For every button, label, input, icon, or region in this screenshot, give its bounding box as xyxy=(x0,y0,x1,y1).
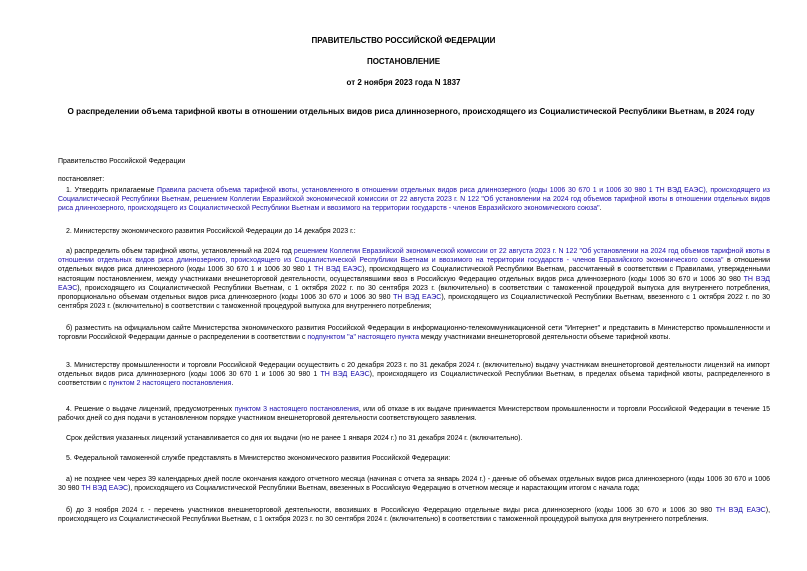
paragraph-2a-text-c: ), происходящего из Социалистической Республики Вьетнам, рассчитанный в соответствии с Правилами, утвержденными настоящим постановлением, между участниками внешнеторговой деятельности, осуществлявшими ввоз в Российскую Федерацию отдельных видов риса длиннозерного (коды 1006 30 670 и 1006 30 980 xyxy=(58,266,771,283)
paragraph-3-text-c: . xyxy=(231,380,234,388)
paragraph-3-text-b: ), происходящего из Социалистической Республики Вьетнам, в пределах объема тарифной квоты, распределенного в соответствии с xyxy=(58,371,771,388)
paragraph-2a-text-a: а) распределить объем тарифной квоты, установленный на 2024 год xyxy=(66,248,294,255)
paragraph-4-validity: Срок действия указанных лицензий устанавливается со дня их выдачи (но не ранее 1 января 2024 г.) по 31 декабря 2024 г. (включительно). xyxy=(66,435,523,442)
paragraph-2a-text-b: в отношении отдельных видов риса длиннозерного (коды 1006 30 670 1 и 1006 30 980 1 xyxy=(58,257,770,274)
document-title: О распределении объема тарифной квоты в отношении отдельных видов риса длиннозерного, происходящего из Социалистической Республики Вьетнам, в 2024 году xyxy=(67,107,755,116)
document-type: ПОСТАНОВЛЕНИЕ xyxy=(366,57,441,66)
paragraph-5b xyxy=(58,506,770,524)
paragraph-3 xyxy=(58,361,770,389)
paragraph-2a-text-d: ), происходящего из Социалистической Республики Вьетнам, с 1 октября 2022 г. по 30 сентября 2023 г. (включительно) в соответствии с таможенной процедурой выпуска для внутреннего потребления, пропорционально объемам отдельных видов риса длиннозерного (коды 1006 30 670 и 1006 30 980 xyxy=(58,284,770,302)
paragraph-4-text-b: , или об отказе в их выдаче принимается Министерством промышленности и торговли Российской Федерации в течение 15 рабочих дней со дня подачи в установленном порядке участником внешнеторговой деятельности соответствующего заявления. xyxy=(58,406,770,423)
paragraph-1-text-b: . xyxy=(599,205,602,213)
point-2-link[interactable]: пунктом 2 настоящего постановления xyxy=(108,380,232,388)
paragraph-2b xyxy=(58,324,770,342)
paragraph-5a-text-a: а) не позднее чем через 39 календарных дней после окончания каждого отчетного месяца (начиная с отчета за январь 2024 г.) - данные об объемах отдельных видов риса длиннозерного (коды 1006 30 670 и 1006 30 980 xyxy=(58,476,770,493)
paragraph-2: 2. Министерству экономического развития Российской Федерации до 14 декабря 2023 г.: xyxy=(66,228,356,235)
tn-ved-link[interactable]: ТН ВЭД ЕАЭС xyxy=(313,266,363,274)
document-date-number: от 2 ноября 2023 года N 1837 xyxy=(346,78,461,87)
paragraph-3-text-a: 3. Министерству промышленности и торговли Российской Федерации осуществить с 20 декабря 2023 г. по 31 декабря 2024 г. (включительно) выдачу участникам внешнеторговой деятельности лицензий на импорт отдельных видов риса длиннозерного (коды 1006 30 670 1 и 1006 30 980 1 xyxy=(58,362,770,379)
government-heading: ПРАВИТЕЛЬСТВО РОССИЙСКОЙ ФЕДЕРАЦИИ xyxy=(311,36,496,45)
paragraph-5a xyxy=(58,475,770,493)
paragraph-1-text-a: 1. Утвердить прилагаемые xyxy=(66,187,158,194)
paragraph-5b-text-a: б) до 3 ноября 2024 г. - перечень участников внешнеторговой деятельности, ввозивших в Российскую Федерацию отдельные виды риса длиннозерного (коды 1006 30 670 и 1006 30 980 xyxy=(66,507,716,514)
tn-ved-link[interactable]: ТН ВЭД ЕАЭС xyxy=(81,485,129,493)
paragraph-1 xyxy=(58,186,770,214)
paragraph-4 xyxy=(58,405,770,423)
paragraph-5: 5. Федеральной таможенной службе представлять в Министерство экономического развития Российской Федерации: xyxy=(66,455,451,462)
paragraph-5a-text-b: ), происходящего из Социалистической Республики Вьетнам, ввезенных в Российскую Федерацию в отчетном месяце и нарастающим итогом с начала года; xyxy=(128,485,640,493)
paragraph-5b-text-b: ), происходящего из Социалистической Республики Вьетнам, с 1 октября 2023 г. по 30 сентября 2024 г. (включительно) в соответствии с таможенной процедурой выпуска для внутреннего потребления. xyxy=(58,507,771,524)
tn-ved-link[interactable]: ТН ВЭД ЕАЭС xyxy=(393,294,442,302)
decree-word: постановляет: xyxy=(58,176,105,183)
paragraph-2b-text-b: между участниками внешнеторговой деятельности объеме тарифной квоты. xyxy=(419,334,671,342)
point-3-link[interactable]: пунктом 3 настоящего постановления xyxy=(234,406,359,413)
paragraph-2a xyxy=(58,247,770,311)
subparagraph-a-link[interactable]: подпунктом "а" настоящего пункта xyxy=(307,334,420,342)
paragraph-2a-text-e: ), происходящего из Социалистической Республики Вьетнам, ввезенного с 1 октября 2022 г. по 30 сентября 2023 г. (включительно) в соответствии с таможенной процедурой выпуска для внутреннего потребления; xyxy=(58,294,771,311)
paragraph-2b-text-a: б) разместить на официальном сайте Министерства экономического развития Российской Федерации в информационно-телекоммуникационной сети "Интернет" и представить в Министерство промышленности и торговли Российской Федерации данные о распределении в соответствии с xyxy=(58,325,770,342)
tn-ved-link[interactable]: ТН ВЭД ЕАЭС xyxy=(320,371,370,379)
eec-decision-link[interactable]: решением Коллегии Евразийской экономической комиссии от 22 августа 2023 г. N 122 "Об установлении на 2024 год объемов тарифной квоты в отношении отдельных видов риса длиннозерного, происходящего из Социалистической Республики Вьетнам и ввозимого на территории государств - членов Евразийского экономического союза" xyxy=(58,248,770,265)
rules-link[interactable]: Правила расчета объема тарифной квоты, установленного в отношении отдельных видов риса длиннозерного (коды 1006 30 670 1 и 1006 30 980 1 ТН ВЭД ЕАЭС), происходящего из Социалистической Республики Вьетнам, решением Коллегии Евразийской экономической комиссии от 22 августа 2023 г. N 122 "Об установлении на 2024 год объемов тарифной квоты в отношении отдельных видов риса длиннозерного, происходящего из Социалистической Республики Вьетнам и ввозимого на территории государств - членов Евразийского экономического союза" xyxy=(58,187,770,213)
paragraph-4-text-a: 4. Решение о выдаче лицензий, предусмотренных xyxy=(66,406,235,413)
tn-ved-link[interactable]: ТН ВЭД ЕАЭС xyxy=(58,275,770,292)
tn-ved-link[interactable]: ТН ВЭД ЕАЭС xyxy=(715,507,766,514)
intro-line: Правительство Российской Федерации xyxy=(58,158,186,165)
